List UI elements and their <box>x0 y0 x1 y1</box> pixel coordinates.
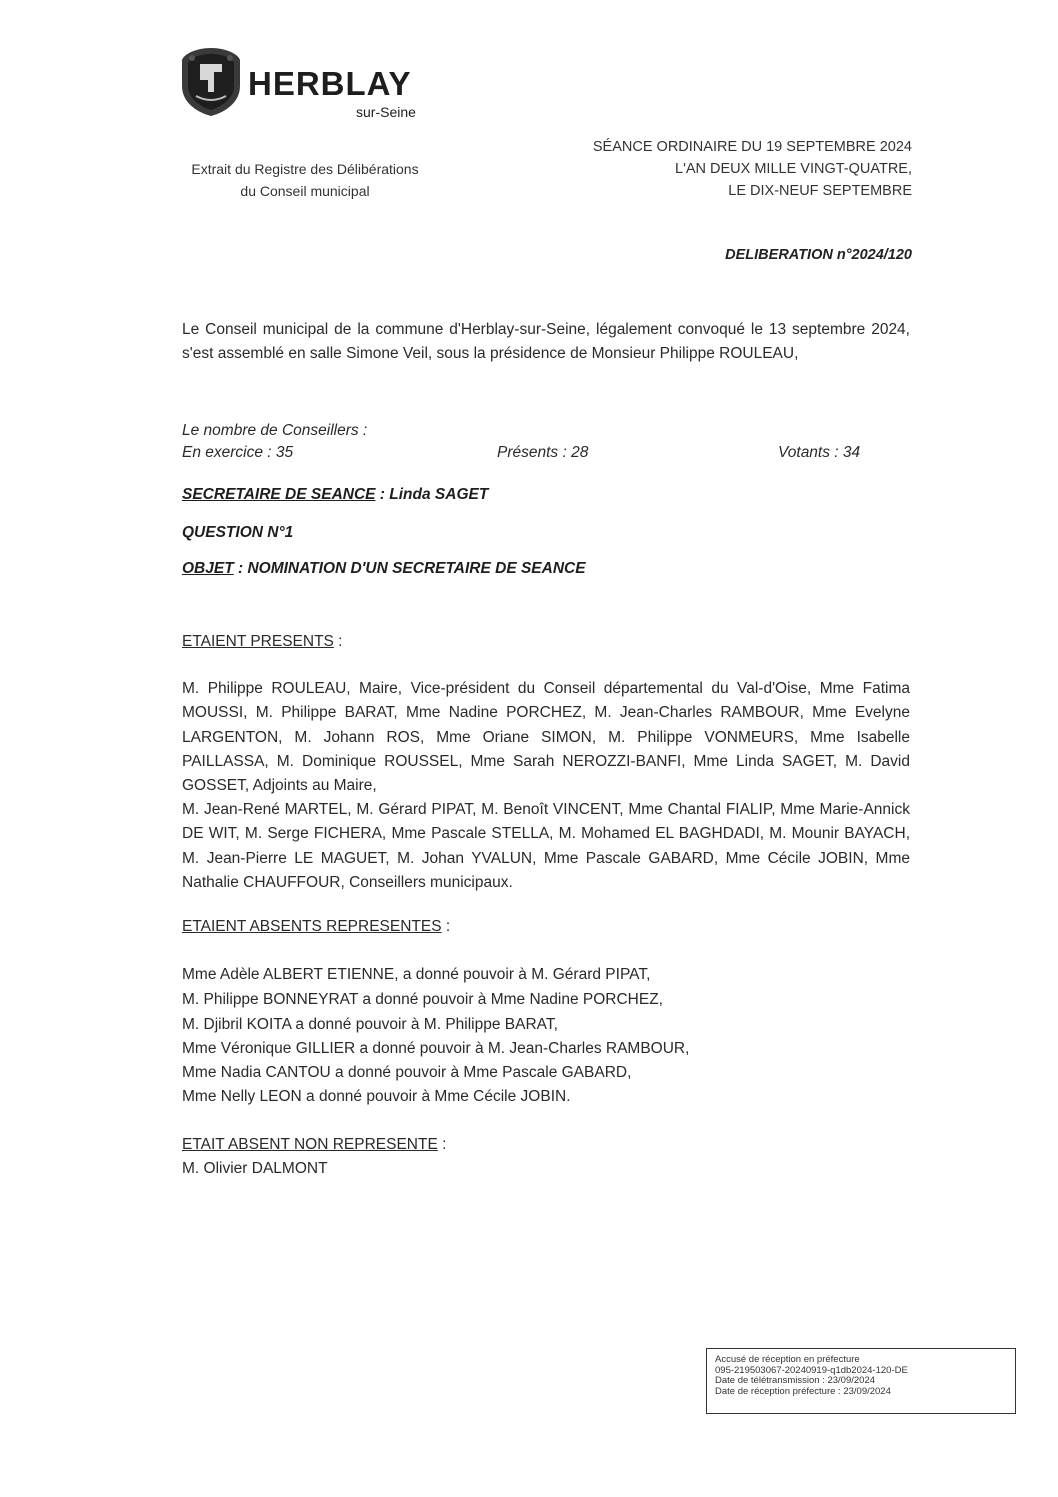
receipt-line-4: Date de réception préfecture : 23/09/2024 <box>715 1385 891 1397</box>
registre-title <box>160 158 450 202</box>
city-logo <box>178 46 438 122</box>
seance-block <box>593 136 912 202</box>
list-item: Mme Adèle ALBERT ETIENNE, a donné pouvoir à M. Gérard PIPAT, <box>182 966 651 983</box>
presents-adjoints: M. Philippe ROULEAU, Maire, Vice-président du Conseil départemental du Val-d'Oise, Mme Fatima MOUSSI, M. Philippe BARAT, Mme Nadine PORCHEZ, M. Jean-Charles RAMBOUR, Mme Evelyne LARGENTON, M. Johann ROS, Mme Oriane SIMON, M. Philippe VONMEURS, Mme Isabelle PAILLASSA, M. Dominique ROUSSEL, Mme Sarah NEROZZI-BANFI, Mme Linda SAGET, M. David GOSSET, Adjoints au Maire, <box>182 680 910 795</box>
presents-conseillers: M. Jean-René MARTEL, M. Gérard PIPAT, M. Benoît VINCENT, Mme Chantal FIALIP, Mme Marie-Annick DE WIT, M. Serge FICHERA, Mme Pascale STELLA, M. Mohamed EL BAGHDADI, M. Mounir BAYACH, M. Jean-Pierre LE MAGUET, M. Johan YVALUN, Mme Pascale GABARD, Mme Cécile JOBIN, Mme Nathalie CHAUFFOUR, Conseillers municipaux. <box>182 801 910 891</box>
list-item: M. Djibril KOITA a donné pouvoir à M. Philippe BARAT, <box>182 1016 558 1033</box>
presents-heading <box>182 630 343 654</box>
secretaire-value: : Linda SAGET <box>375 486 489 503</box>
deliberation-number: DELIBERATION n°2024/120 <box>725 247 912 263</box>
presents-heading-colon: : <box>333 633 343 650</box>
registre-line-2: du Conseil municipal <box>240 183 370 199</box>
seance-line-2: L'AN DEUX MILLE VINGT-QUATRE, <box>675 161 912 177</box>
coat-of-arms-icon <box>178 46 244 118</box>
votants-count: Votants : 34 <box>778 444 861 461</box>
list-item: Mme Nadia CANTOU a donné pouvoir à Mme Pascale GABARD, <box>182 1064 632 1081</box>
logo-subtitle: sur-Seine <box>356 104 416 120</box>
objet-label: OBJET <box>182 560 234 577</box>
absent-non-represente-heading <box>182 1133 446 1157</box>
receipt-line-3: Date de télétransmission : 23/09/2024 <box>715 1375 876 1386</box>
seance-line-1: SÉANCE ORDINAIRE DU 19 SEPTEMBRE 2024 <box>592 139 912 155</box>
receipt-line-1: Accusé de réception en préfecture <box>715 1354 860 1365</box>
secretaire-de-seance <box>182 486 488 504</box>
seance-line-3: LE DIX-NEUF SEPTEMBRE <box>728 183 912 199</box>
absent-non-represente-name: M. Olivier DALMONT <box>182 1160 328 1177</box>
absents-representes-label: ETAIENT ABSENTS REPRESENTES <box>182 918 442 935</box>
absents-representes-heading <box>182 915 450 939</box>
conseillers-label: Le nombre de Conseillers : <box>182 422 368 439</box>
en-exercice: En exercice : 35 <box>182 444 294 461</box>
prefecture-receipt-stamp <box>706 1348 1016 1414</box>
absent-non-represente-label: ETAIT ABSENT NON REPRESENTE <box>182 1136 438 1153</box>
intro-paragraph: Le Conseil municipal de la commune d'Herblay-sur-Seine, légalement convoqué le 13 septembre 2024, s'est assemblé en salle Simone Veil, sous la présidence de Monsieur Philippe ROULEAU, <box>182 321 910 362</box>
list-item: Mme Nelly LEON a donné pouvoir à Mme Cécile JOBIN. <box>182 1088 571 1105</box>
question-number: QUESTION N°1 <box>182 524 294 541</box>
logo-name: HERBLAY <box>248 65 412 102</box>
secretaire-label: SECRETAIRE DE SEANCE <box>182 486 376 503</box>
absents-representes-colon: : <box>441 918 451 935</box>
list-item: Mme Véronique GILLIER a donné pouvoir à M. Jean-Charles RAMBOUR, <box>182 1040 690 1057</box>
registre-line-1: Extrait du Registre des Délibérations <box>191 161 419 177</box>
objet-value: : NOMINATION D'UN SECRETAIRE DE SEANCE <box>233 560 586 577</box>
receipt-line-2: 095-219503067-20240919-q1db2024-120-DE <box>715 1364 908 1376</box>
presents-count: Présents : 28 <box>497 444 589 461</box>
presents-heading-label: ETAIENT PRESENTS <box>182 633 334 650</box>
list-item: M. Philippe BONNEYRAT a donné pouvoir à Mme Nadine PORCHEZ, <box>182 991 663 1008</box>
objet <box>182 560 586 578</box>
absent-non-represente-colon: : <box>437 1136 447 1153</box>
